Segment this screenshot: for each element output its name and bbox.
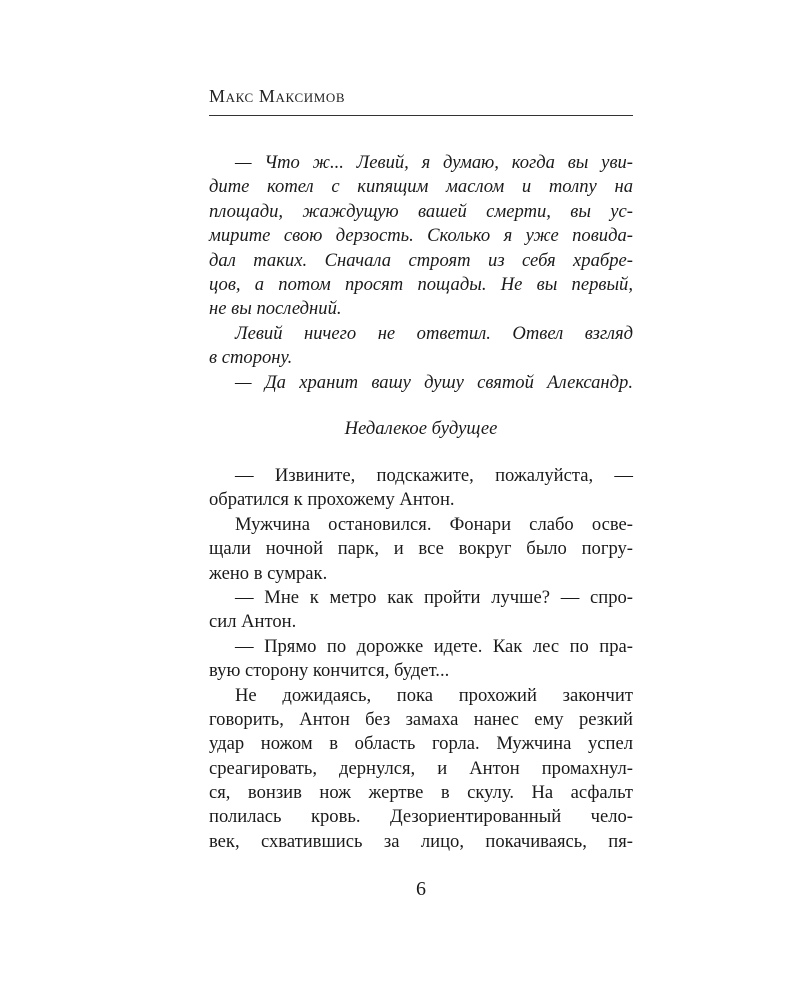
text-line: сил Антон. (209, 611, 297, 633)
text-line: — Прямо по дорожке идете. Как лес по пра- (235, 635, 633, 657)
text-line: Не дожидаясь, пока прохожий закончит (235, 684, 633, 706)
text-line: удар ножом в область горла. Мужчина успел (209, 733, 633, 755)
text-line: мирите свою дерзость. Сколько я уже повида- (209, 225, 633, 247)
text-line: среагировать, дернулся, и Антон промахнул- (209, 757, 633, 779)
text-line: обратился к прохожему Антон. (209, 489, 455, 511)
text-line: не вы последний. (209, 298, 342, 320)
text-line: цов, а потом просят пощады. Не вы первый, (209, 273, 633, 295)
body-text-block (209, 464, 633, 854)
text-line: жено в сумрак. (209, 562, 328, 584)
header-rule (209, 115, 633, 116)
text-line: в сторону. (209, 347, 293, 369)
page-number: 6 (416, 878, 426, 900)
text-line: дал таких. Сначала строят из себя храбре- (209, 249, 633, 271)
text-line: площади, жаждущую вашей смерти, вы ус- (209, 200, 633, 222)
running-head: Макс Максимов (209, 86, 346, 106)
section-title: Недалекое будущее (344, 418, 498, 439)
text-line: дите котел с кипящим маслом и толпу на (209, 176, 633, 198)
text-line: Мужчина остановился. Фонари слабо осве- (235, 513, 633, 535)
text-line: Левий ничего не ответил. Отвел взгляд (235, 322, 633, 344)
text-line: щали ночной парк, и все вокруг было погру- (209, 538, 633, 560)
text-line: — Да хранит вашу душу святой Александр. (235, 371, 633, 393)
italic-text-block (209, 151, 633, 395)
text-line: вую сторону кончится, будет... (209, 660, 450, 682)
text-line: ся, вонзив нож жертве в скулу. На асфальт (209, 782, 633, 804)
text-line: — Что ж... Левий, я думаю, когда вы уви- (235, 152, 633, 173)
text-line: век, схватившись за лицо, покачиваясь, пя- (209, 830, 633, 852)
text-line: — Мне к метро как пройти лучше? — спро- (235, 586, 633, 608)
text-line: — Извините, подскажите, пожалуйста, — (235, 465, 633, 486)
text-line: говорить, Антон без замаха нанес ему резкий (209, 708, 633, 730)
text-line: полилась кровь. Дезориентированный чело- (209, 806, 633, 828)
